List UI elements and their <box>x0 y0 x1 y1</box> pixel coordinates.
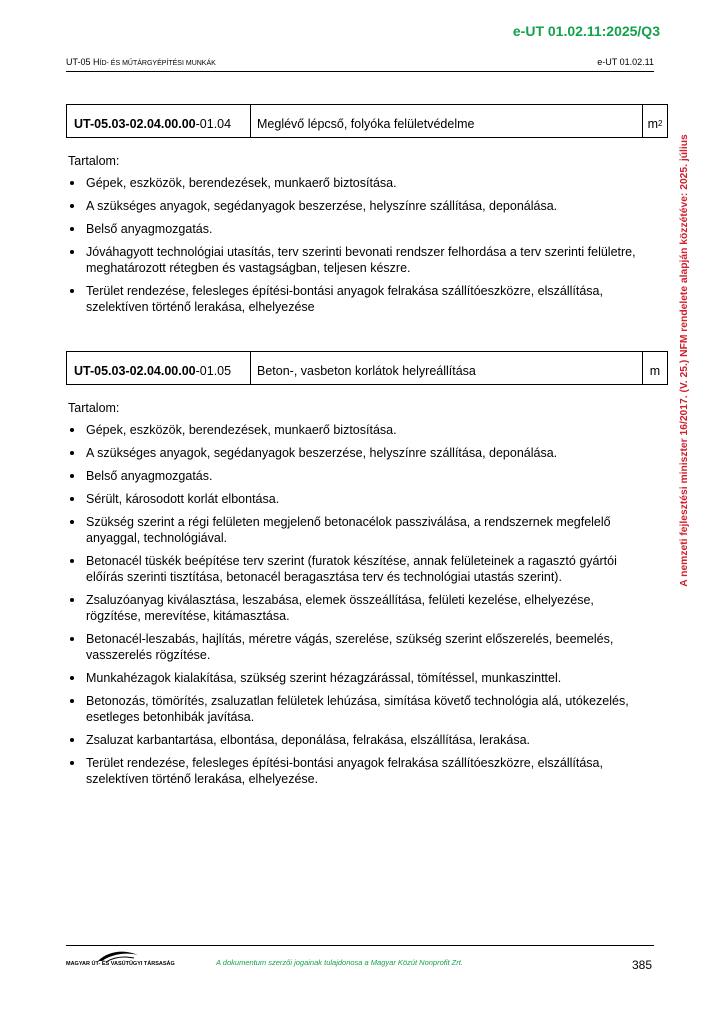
item-content <box>68 153 648 322</box>
list-item: A szükséges anyagok, segédanyagok beszerzése, helyszínre szállítása, deponálása. <box>68 198 648 214</box>
list-item: Zsaluzóanyag kiválasztása, leszabása, elemek összeállítása, felületi kezelése, elhelyezése, rögzítése, merevítése, kitámasztása. <box>68 592 648 624</box>
item-title: Meglévő lépcső, folyóka felületvédelme <box>251 105 643 137</box>
item-unit <box>643 105 667 137</box>
list-item: Sérült, károsodott korlát elbontása. <box>68 491 648 507</box>
unit-text: m <box>649 364 661 378</box>
list-item: A szükséges anyagok, segédanyagok beszerzése, helyszínre szállítása, deponálása. <box>68 445 648 461</box>
unit-superscript: 2 <box>657 119 663 128</box>
item-code <box>67 105 251 137</box>
list-item: Terület rendezése, felesleges építési-bontási anyagok felrakása szállítóeszközre, elszállítása, szelektíven történő lerakása, elhelyezése. <box>68 755 648 787</box>
side-note <box>675 95 693 625</box>
item-unit <box>643 352 667 384</box>
unit-text: m <box>647 117 658 131</box>
list-item: Terület rendezése, felesleges építési-bontási anyagok felrakása szállítóeszközre, elszállítása, szelektíven történő lerakása, elhelyezése <box>68 283 648 315</box>
list-item: Belső anyagmozgatás. <box>68 468 648 484</box>
header-doc-code: e-UT 01.02.11 <box>597 57 654 67</box>
list-item: Gépek, eszközök, berendezések, munkaerő biztosítása. <box>68 422 648 438</box>
item-header-box <box>66 351 668 385</box>
running-header <box>66 57 654 72</box>
logo-text: MAGYAR ÚT- ÉS VASÚTÜGYI TÁRSASÁG <box>66 961 175 967</box>
item-title: Beton-, vasbeton korlátok helyreállítása <box>251 352 643 384</box>
list-item: Belső anyagmozgatás. <box>68 221 648 237</box>
content-label: Tartalom: <box>68 401 120 415</box>
list-item: Betonozás, tömörítés, zsaluzatlan felületek lehúzása, simítása követő technológia alá, utókezelés, esetleges betonhibák javítása. <box>68 693 648 725</box>
item-code-main: UT-05.03-02.04.00.00 <box>74 364 196 378</box>
item-code <box>67 352 251 384</box>
chapter-rest: ÍD- ÉS MŰTÁRGYÉPÍTÉSI MUNKÁK <box>99 60 216 67</box>
page-number: 385 <box>631 958 652 972</box>
item-code-main: UT-05.03-02.04.00.00 <box>74 117 196 131</box>
list-item: Betonacél-leszabás, hajlítás, méretre vágás, szerelése, szükség szerint előszerelés, beemelés, vasszerelés rögzítése. <box>68 631 648 663</box>
item-code-suffix: -01.04 <box>195 117 232 131</box>
side-note-text: A nemzeti fejlesztési miniszter 16/2017. (V. 25.) NFM rendelete alapján közzétéve: 2025. július <box>678 133 690 587</box>
chapter-prefix: UT-05 H <box>66 57 100 67</box>
bullet-list <box>68 422 648 787</box>
bullet-list <box>68 175 648 315</box>
document-code: e-UT 01.02.11:2025/Q3 <box>512 23 660 39</box>
list-item: Gépek, eszközök, berendezések, munkaerő biztosítása. <box>68 175 648 191</box>
list-item: Munkahézagok kialakítása, szükség szerint hézagzárással, tömítéssel, munkaszinttel. <box>68 670 648 686</box>
footer-copyright: A dokumentum szerzői jogainak tulajdonosa a Magyar Közút Nonprofit Zrt. <box>216 958 463 967</box>
list-item: Zsaluzat karbantartása, elbontása, deponálása, felrakása, elszállítása, lerakása. <box>68 732 648 748</box>
item-content <box>68 400 648 794</box>
footer-logo <box>66 949 175 971</box>
list-item: Betonacél tüskék beépítése terv szerint (furatok készítése, annak felületeinek a ragasztó gyártói előírás szerinti tisztítása, betonacél beragasztása terv és technológiai utastás szerint). <box>68 553 648 585</box>
footer-rule <box>66 945 654 946</box>
item-header-box <box>66 104 668 138</box>
content-label: Tartalom: <box>68 154 120 168</box>
item-code-suffix: -01.05 <box>195 364 232 378</box>
list-item: Szükség szerint a régi felületen megjelenő betonacélok passziválása, a rendszernek megfelelő anyaggal, technológiával. <box>68 514 648 546</box>
chapter-title <box>66 57 216 69</box>
list-item: Jóváhagyott technológiai utasítás, terv szerinti bevonati rendszer felhordása a terv szerinti felületre, meghatározott rétegben és vastagságban, teljesen készre. <box>68 244 648 276</box>
